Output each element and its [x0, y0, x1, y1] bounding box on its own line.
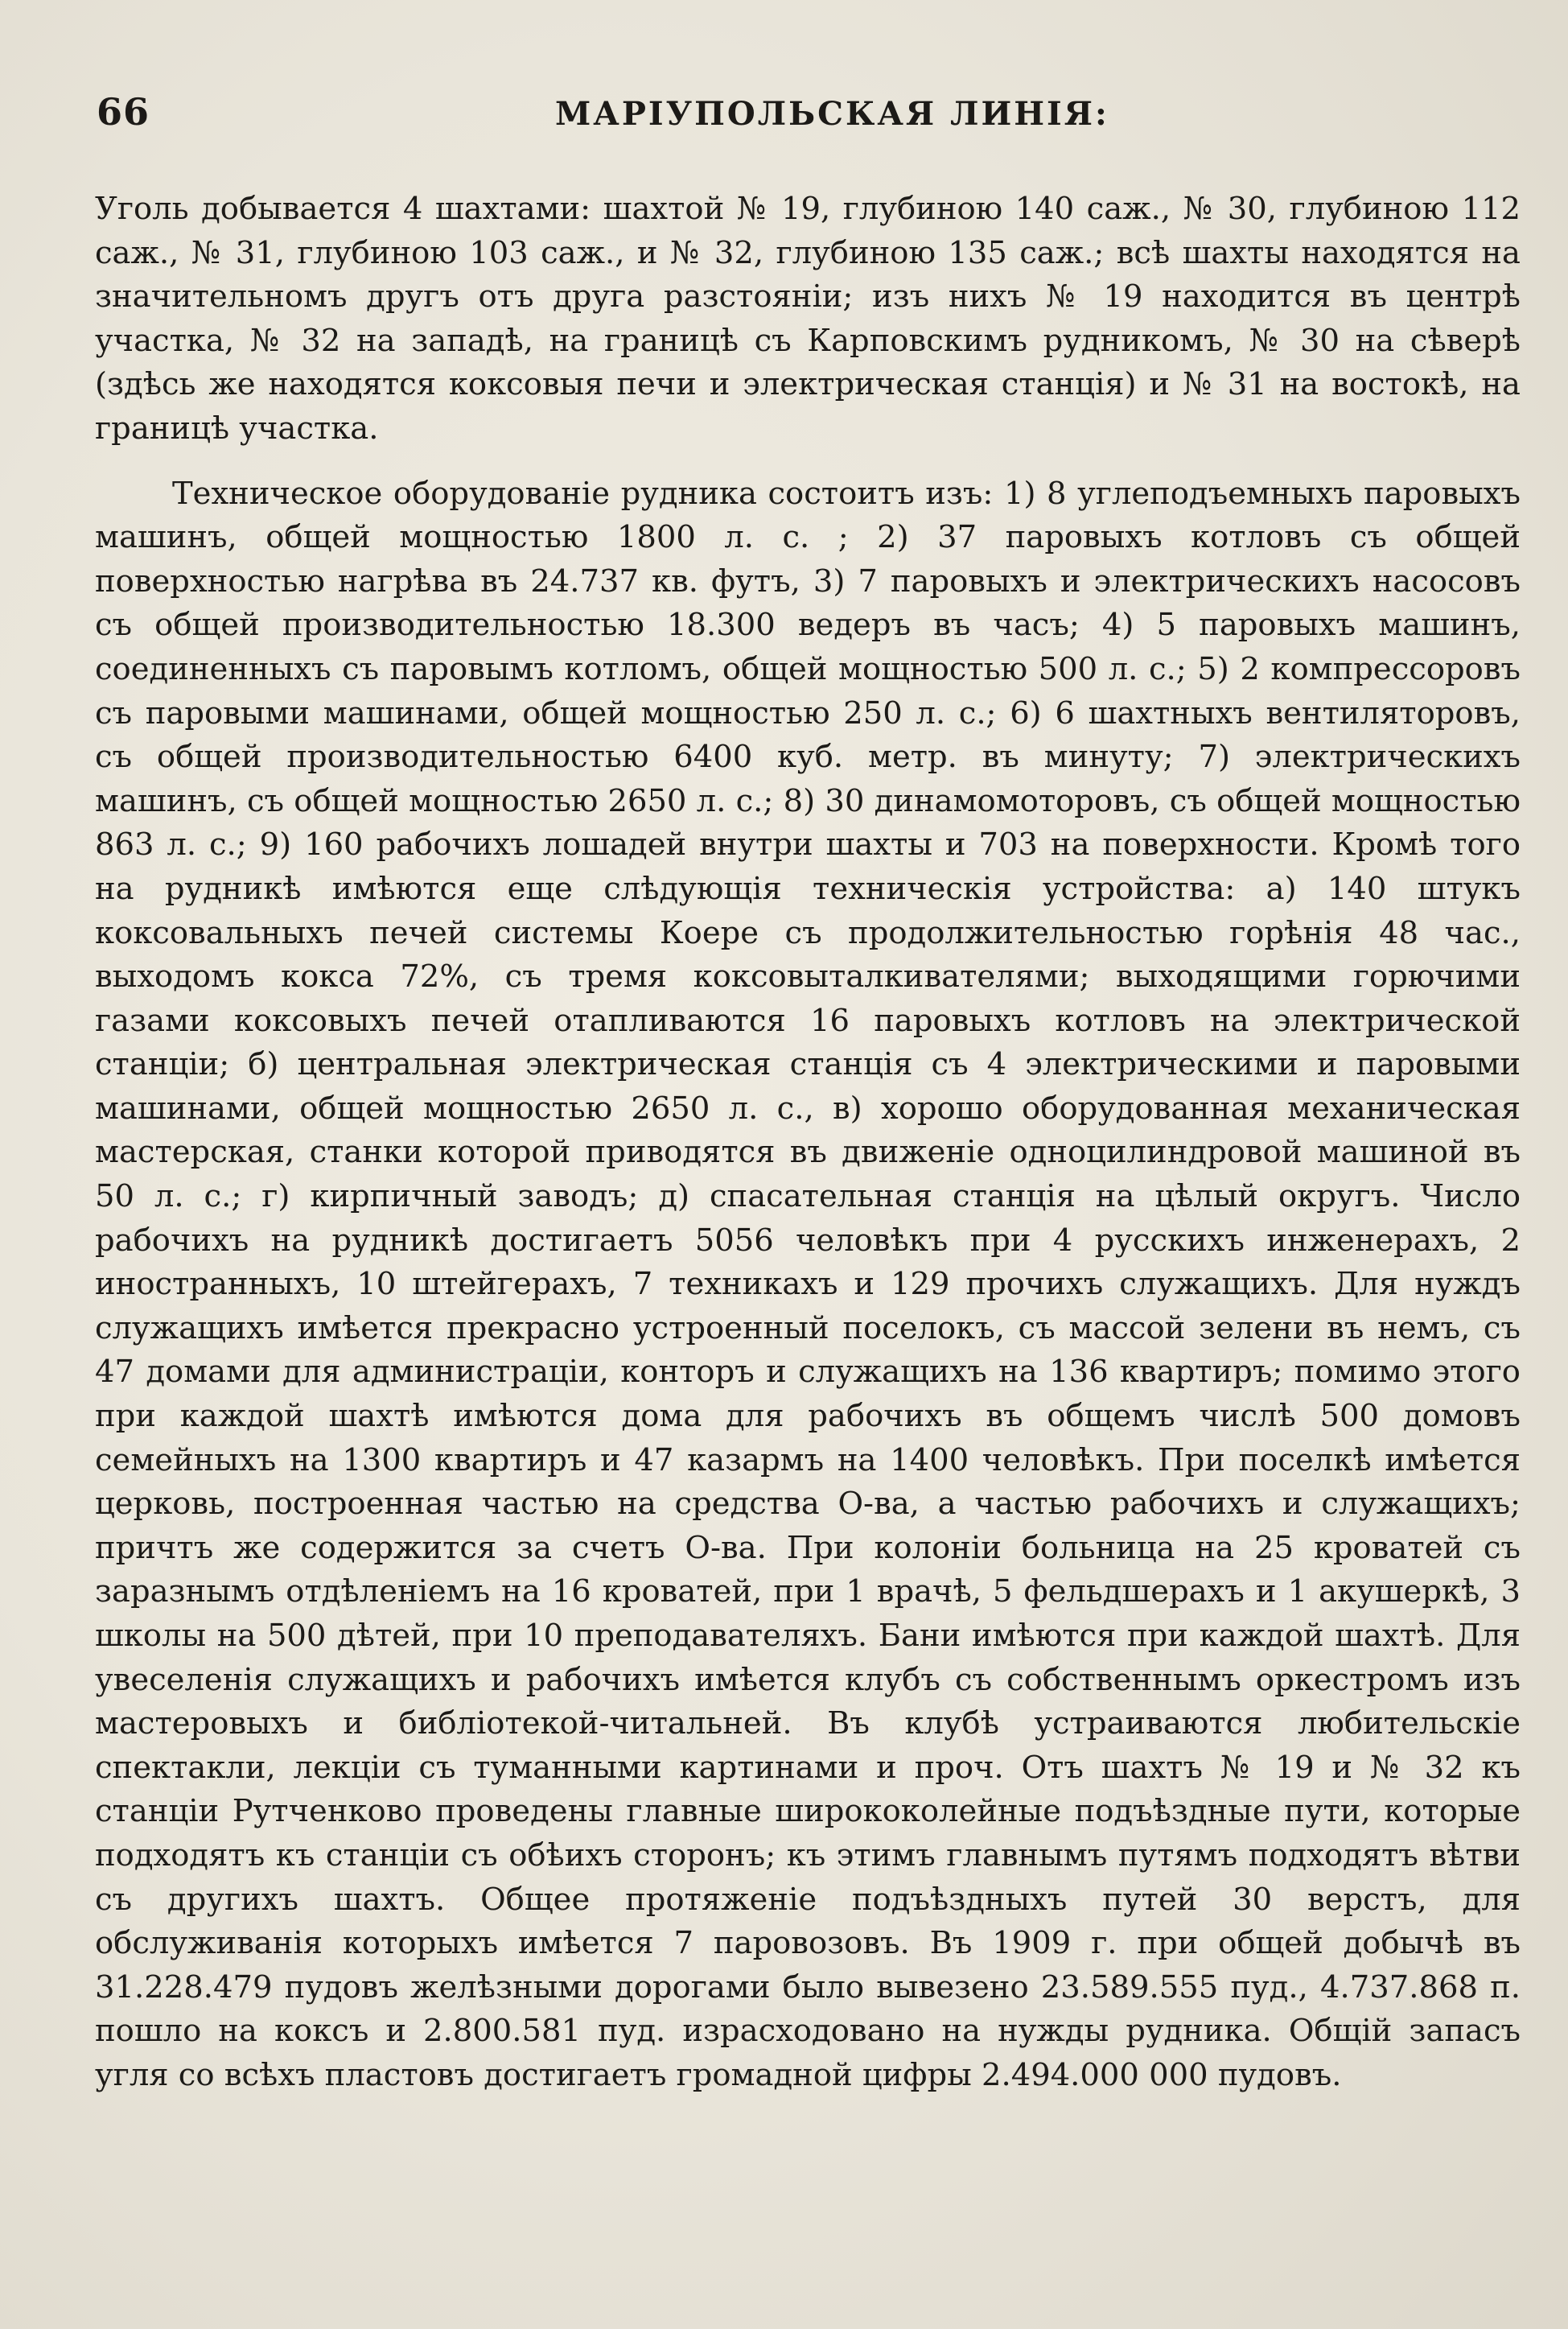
running-head: МАРІУПОЛЬСКАЯ ЛИНІЯ: — [555, 95, 1109, 133]
body-text — [95, 188, 1521, 2098]
page-header — [97, 90, 1512, 146]
page-number: 66 — [97, 90, 150, 134]
paragraph-technical-equipment: Техническое оборудованіе рудника состоитъ изъ: 1) 8 углеподъемныхъ паровыхъ машинъ, общей мощностью 1800 л. с. ; 2) 37 паровыхъ котловъ съ общей поверхностью нагрѣва въ 24.737 кв. футъ, 3) 7 паровыхъ и электрическихъ насосовъ съ общей производительностью 18.300 ведеръ въ часъ; 4) 5 паровыхъ машинъ, соединенныхъ съ паровымъ котломъ, общей мощностью 500 л. с.; 5) 2 компрессоровъ съ паровыми машинами, общей мощностью 250 л. с.; 6) 6 шахтныхъ вентиляторовъ, съ общей производительностью 6400 куб. метр. въ минуту; 7) электрическихъ машинъ, съ общей мощностью 2650 л. с.; 8) 30 динамомоторовъ, съ общей мощностью 863 л. с.; 9) 160 рабочихъ лошадей внутри шахты и 703 на поверхности. Кромѣ того на рудникѣ имѣются еще слѣдующія техническія устройства: а) 140 штукъ коксовальныхъ печей системы Коере съ продолжительностью горѣнія 48 час., выходомъ кокса 72%, съ тремя коксовыталкивателями; выходящими горючими газами коксовыхъ печей отапливаются 16 паровыхъ котловъ на электрической станціи; б) центральная электрическая станція съ 4 электрическими и паровыми машинами, общей мощностью 2650 л. с., в) хорошо оборудованная механическая мастерская, станки которой приводятся въ движеніе одноцилиндровой машиной въ 50 л. с.; г) кирпичный заводъ; д) спасательная станція на цѣлый округъ. Число рабочихъ на рудникѣ достигаетъ 5056 человѣкъ при 4 русскихъ инженерахъ, 2 иностранныхъ, 10 штейгерахъ, 7 техникахъ и 129 прочихъ служащихъ. Для нуждъ служащихъ имѣется прекрасно устроенный поселокъ, съ массой зелени въ немъ, съ 47 домами для администраціи, конторъ и служащихъ на 136 квартиръ; помимо этого при каждой шахтѣ имѣются дома для рабочихъ въ общемъ числѣ 500 домовъ семейныхъ на 1300 квартиръ и 47 казармъ на 1400 человѣкъ. При поселкѣ имѣется церковь, построенная частью на средства О-ва, а частью рабочихъ и служащихъ; причтъ же содержится за счетъ О-ва. При колоніи больница на 25 кроватей съ заразнымъ отдѣленіемъ на 16 кроватей, при 1 врачѣ, 5 фельдшерахъ и 1 акушеркѣ, 3 школы на 500 дѣтей, при 10 преподавателяхъ. Бани имѣются при каждой шахтѣ. Для увеселенія служащихъ и рабочихъ имѣется клубъ съ собственнымъ оркестромъ изъ мастеровыхъ и библіотекой-читальней. Въ клубѣ устраиваются любительскіе спектакли, лекціи съ туманными картинами и проч. Отъ шахтъ № 19 и № 32 къ станціи Рутченково проведены главные ширококолейные подъѣздные пути, которые подходятъ къ станціи съ обѣихъ сторонъ; къ этимъ главнымъ путямъ подходятъ вѣтви съ другихъ шахтъ. Общее протяженіе подъѣздныхъ путей 30 верстъ, для обслуживанія которыхъ имѣется 7 паровозовъ. Въ 1909 г. при общей добычѣ въ 31.228.479 пудовъ желѣзными дорогами было вывезено 23.589.555 пуд., 4.737.868 п. пошло на коксъ и 2.800.581 пуд. израсходовано на нужды рудника. Общій запасъ угля со всѣхъ пластовъ достигаетъ громадной цифры 2.494.000 000 пудовъ. — [95, 475, 1521, 2093]
paragraph-coal-shafts: Уголь добывается 4 шахтами: шахтой № 19, глубиною 140 саж., № 30, глубиною 112 саж., № 31, глубиною 103 саж., и № 32, глубиною 135 саж.; всѣ шахты находятся на значительномъ другъ отъ друга разстояніи; изъ нихъ № 19 находится въ центрѣ участка, № 32 на западѣ, на границѣ съ Карповскимъ рудникомъ, № 30 на сѣверѣ (здѣсь же находятся коксовыя печи и электрическая станція) и № 31 на востокѣ, на границѣ участка. — [95, 191, 1521, 447]
